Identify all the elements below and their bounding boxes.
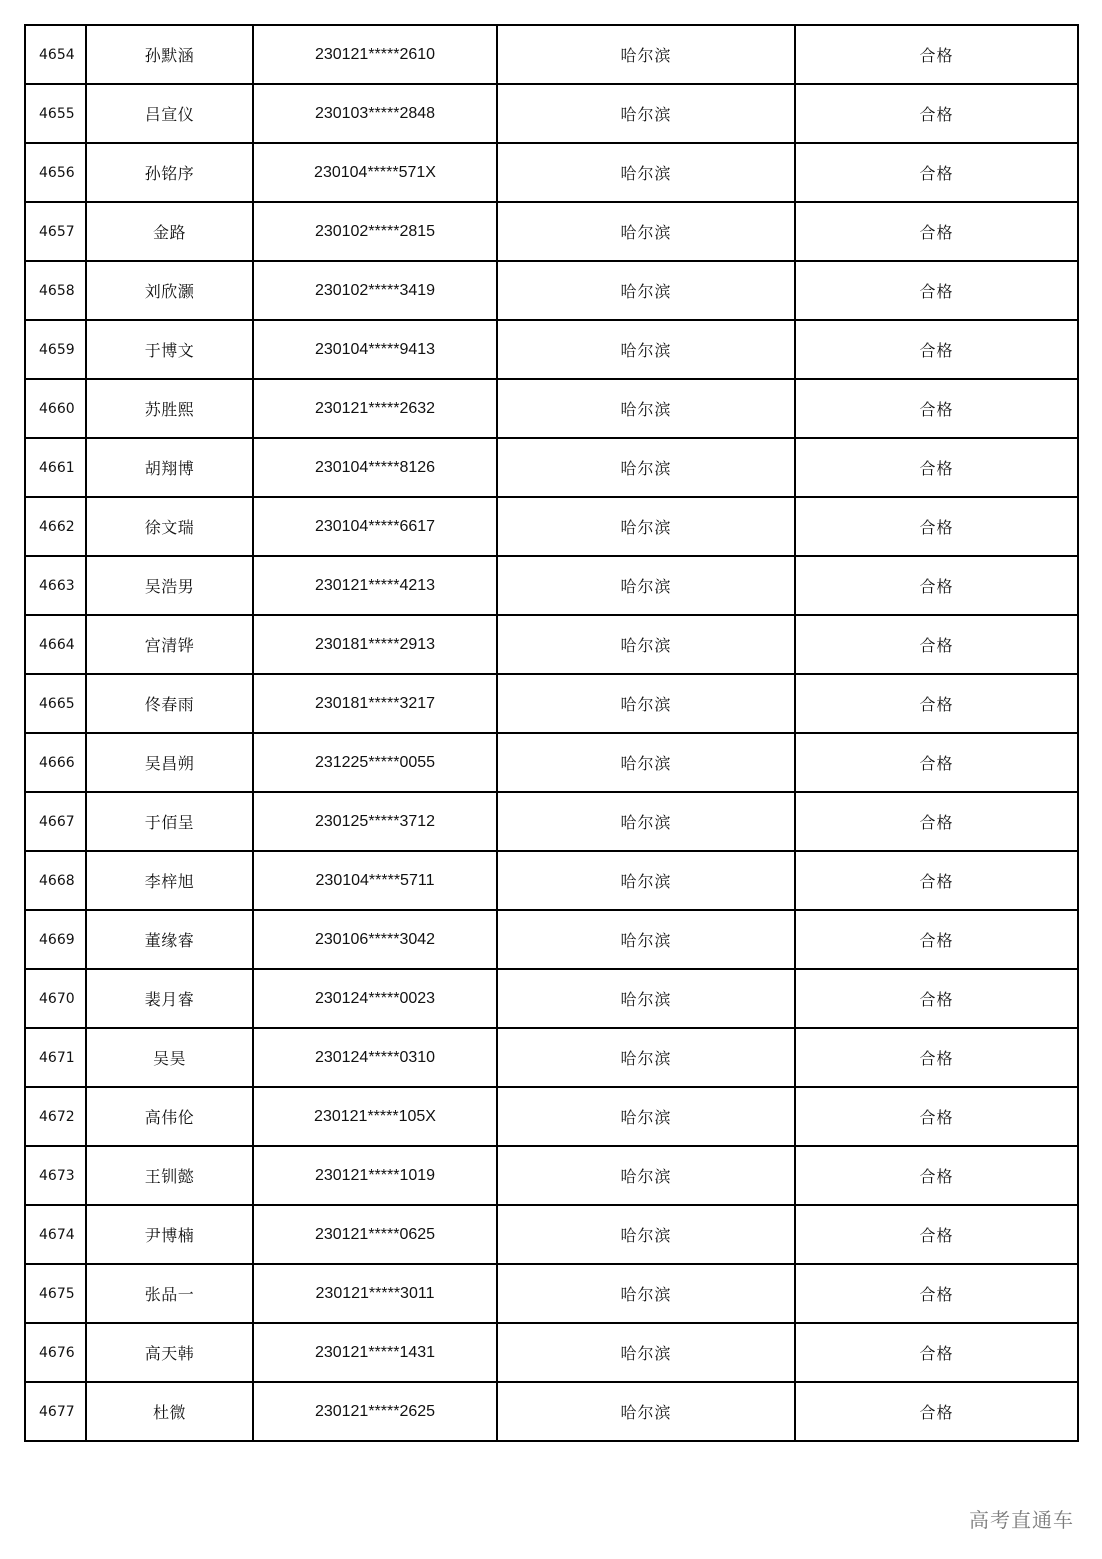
name-cell: 吴浩男: [86, 556, 253, 615]
city-cell: 哈尔滨: [497, 615, 795, 674]
name-cell: 杜微: [86, 1382, 253, 1441]
table-row: [25, 1323, 1078, 1382]
city-cell: 哈尔滨: [497, 84, 795, 143]
serial-number-cell: 4673: [25, 1146, 86, 1205]
result-cell: 合格: [795, 556, 1078, 615]
results-table: [24, 24, 1079, 1442]
table-row: [25, 615, 1078, 674]
city-cell: 哈尔滨: [497, 1323, 795, 1382]
id-number-cell: 230102*****3419: [253, 261, 497, 320]
id-number-cell: 230104*****8126: [253, 438, 497, 497]
city-cell: 哈尔滨: [497, 733, 795, 792]
serial-number-cell: 4672: [25, 1087, 86, 1146]
id-number-cell: 230181*****2913: [253, 615, 497, 674]
name-cell: 金路: [86, 202, 253, 261]
city-cell: 哈尔滨: [497, 1087, 795, 1146]
name-cell: 刘欣灏: [86, 261, 253, 320]
result-cell: 合格: [795, 25, 1078, 84]
id-number-cell: 230124*****0023: [253, 969, 497, 1028]
id-number-cell: 230121*****2625: [253, 1382, 497, 1441]
serial-number-cell: 4668: [25, 851, 86, 910]
serial-number-cell: 4657: [25, 202, 86, 261]
city-cell: 哈尔滨: [497, 969, 795, 1028]
table-row: [25, 1264, 1078, 1323]
result-cell: 合格: [795, 497, 1078, 556]
document-page: [24, 24, 1077, 1442]
table-row: [25, 910, 1078, 969]
city-cell: 哈尔滨: [497, 556, 795, 615]
serial-number-cell: 4665: [25, 674, 86, 733]
result-cell: 合格: [795, 615, 1078, 674]
city-cell: 哈尔滨: [497, 379, 795, 438]
id-number-cell: 230121*****1019: [253, 1146, 497, 1205]
name-cell: 吴昌朔: [86, 733, 253, 792]
name-cell: 裴月睿: [86, 969, 253, 1028]
result-cell: 合格: [795, 1264, 1078, 1323]
serial-number-cell: 4655: [25, 84, 86, 143]
serial-number-cell: 4660: [25, 379, 86, 438]
id-number-cell: 230102*****2815: [253, 202, 497, 261]
name-cell: 徐文瑞: [86, 497, 253, 556]
city-cell: 哈尔滨: [497, 438, 795, 497]
city-cell: 哈尔滨: [497, 792, 795, 851]
result-cell: 合格: [795, 84, 1078, 143]
id-number-cell: 230121*****0625: [253, 1205, 497, 1264]
serial-number-cell: 4659: [25, 320, 86, 379]
table-row: [25, 1205, 1078, 1264]
name-cell: 宫清铧: [86, 615, 253, 674]
table-row: [25, 556, 1078, 615]
name-cell: 吴昊: [86, 1028, 253, 1087]
name-cell: 高伟伦: [86, 1087, 253, 1146]
serial-number-cell: 4654: [25, 25, 86, 84]
table-row: [25, 1028, 1078, 1087]
serial-number-cell: 4658: [25, 261, 86, 320]
id-number-cell: 230106*****3042: [253, 910, 497, 969]
table-row: [25, 969, 1078, 1028]
result-cell: 合格: [795, 792, 1078, 851]
table-row: [25, 733, 1078, 792]
city-cell: 哈尔滨: [497, 910, 795, 969]
name-cell: 董缘睿: [86, 910, 253, 969]
table-row: [25, 261, 1078, 320]
table-row: [25, 674, 1078, 733]
result-cell: 合格: [795, 1087, 1078, 1146]
name-cell: 王钏懿: [86, 1146, 253, 1205]
table-row: [25, 497, 1078, 556]
id-number-cell: 230121*****2610: [253, 25, 497, 84]
id-number-cell: 230121*****2632: [253, 379, 497, 438]
id-number-cell: 230104*****5711: [253, 851, 497, 910]
table-row: [25, 25, 1078, 84]
table-row: [25, 792, 1078, 851]
city-cell: 哈尔滨: [497, 261, 795, 320]
result-cell: 合格: [795, 851, 1078, 910]
id-number-cell: 230121*****1431: [253, 1323, 497, 1382]
id-number-cell: 230121*****105X: [253, 1087, 497, 1146]
name-cell: 孙铭序: [86, 143, 253, 202]
watermark: 高考直通车: [969, 1508, 1074, 1532]
id-number-cell: 230104*****571X: [253, 143, 497, 202]
city-cell: 哈尔滨: [497, 851, 795, 910]
result-cell: 合格: [795, 910, 1078, 969]
serial-number-cell: 4656: [25, 143, 86, 202]
serial-number-cell: 4676: [25, 1323, 86, 1382]
result-cell: 合格: [795, 733, 1078, 792]
name-cell: 吕宣仪: [86, 84, 253, 143]
table-row: [25, 143, 1078, 202]
serial-number-cell: 4661: [25, 438, 86, 497]
table-row: [25, 438, 1078, 497]
table-row: [25, 320, 1078, 379]
id-number-cell: 230103*****2848: [253, 84, 497, 143]
serial-number-cell: 4666: [25, 733, 86, 792]
result-cell: 合格: [795, 261, 1078, 320]
name-cell: 佟春雨: [86, 674, 253, 733]
result-cell: 合格: [795, 1146, 1078, 1205]
id-number-cell: 230104*****9413: [253, 320, 497, 379]
table-row: [25, 202, 1078, 261]
city-cell: 哈尔滨: [497, 202, 795, 261]
table-row: [25, 379, 1078, 438]
table-row: [25, 1382, 1078, 1441]
serial-number-cell: 4677: [25, 1382, 86, 1441]
result-cell: 合格: [795, 438, 1078, 497]
name-cell: 于佰呈: [86, 792, 253, 851]
name-cell: 胡翔博: [86, 438, 253, 497]
name-cell: 张品一: [86, 1264, 253, 1323]
serial-number-cell: 4671: [25, 1028, 86, 1087]
city-cell: 哈尔滨: [497, 1146, 795, 1205]
name-cell: 孙默涵: [86, 25, 253, 84]
serial-number-cell: 4663: [25, 556, 86, 615]
name-cell: 李梓旭: [86, 851, 253, 910]
serial-number-cell: 4669: [25, 910, 86, 969]
result-cell: 合格: [795, 1323, 1078, 1382]
id-number-cell: 230125*****3712: [253, 792, 497, 851]
result-cell: 合格: [795, 143, 1078, 202]
city-cell: 哈尔滨: [497, 1382, 795, 1441]
serial-number-cell: 4662: [25, 497, 86, 556]
id-number-cell: 230181*****3217: [253, 674, 497, 733]
table-row: [25, 1146, 1078, 1205]
city-cell: 哈尔滨: [497, 1264, 795, 1323]
result-cell: 合格: [795, 1382, 1078, 1441]
result-cell: 合格: [795, 202, 1078, 261]
id-number-cell: 230121*****4213: [253, 556, 497, 615]
city-cell: 哈尔滨: [497, 497, 795, 556]
id-number-cell: 230124*****0310: [253, 1028, 497, 1087]
serial-number-cell: 4675: [25, 1264, 86, 1323]
result-cell: 合格: [795, 674, 1078, 733]
name-cell: 于博文: [86, 320, 253, 379]
city-cell: 哈尔滨: [497, 1028, 795, 1087]
serial-number-cell: 4670: [25, 969, 86, 1028]
table-row: [25, 1087, 1078, 1146]
city-cell: 哈尔滨: [497, 1205, 795, 1264]
result-cell: 合格: [795, 1205, 1078, 1264]
result-cell: 合格: [795, 969, 1078, 1028]
id-number-cell: 231225*****0055: [253, 733, 497, 792]
serial-number-cell: 4664: [25, 615, 86, 674]
city-cell: 哈尔滨: [497, 320, 795, 379]
table-row: [25, 84, 1078, 143]
name-cell: 苏胜熙: [86, 379, 253, 438]
name-cell: 高天韩: [86, 1323, 253, 1382]
name-cell: 尹博楠: [86, 1205, 253, 1264]
table-row: [25, 851, 1078, 910]
city-cell: 哈尔滨: [497, 25, 795, 84]
serial-number-cell: 4674: [25, 1205, 86, 1264]
result-cell: 合格: [795, 1028, 1078, 1087]
result-cell: 合格: [795, 320, 1078, 379]
city-cell: 哈尔滨: [497, 674, 795, 733]
serial-number-cell: 4667: [25, 792, 86, 851]
id-number-cell: 230104*****6617: [253, 497, 497, 556]
results-table-body: [25, 25, 1078, 1441]
result-cell: 合格: [795, 379, 1078, 438]
city-cell: 哈尔滨: [497, 143, 795, 202]
id-number-cell: 230121*****3011: [253, 1264, 497, 1323]
